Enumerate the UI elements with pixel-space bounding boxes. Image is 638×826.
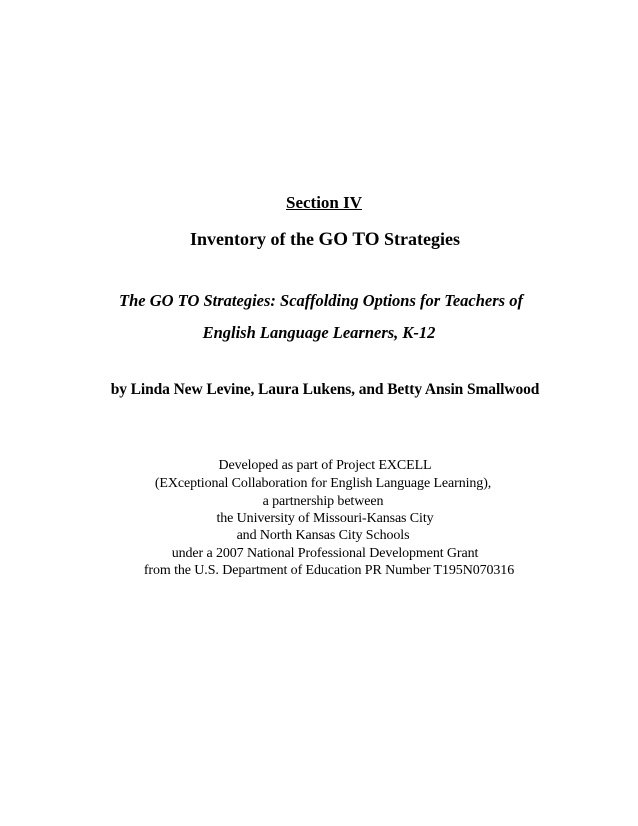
inventory-title-emphasis: GO TO xyxy=(318,229,380,250)
development-line: from the U.S. Department of Education PR Number T195N070316 xyxy=(143,563,515,578)
inventory-title xyxy=(6,229,638,251)
development-line: the University of Missouri-Kansas City xyxy=(216,511,434,526)
development-line: Developed as part of Project EXCELL xyxy=(218,458,432,473)
development-line: a partnership between xyxy=(262,494,384,509)
inventory-title-prefix: Inventory of the xyxy=(189,229,319,249)
development-line: under a 2007 National Professional Development Grant xyxy=(171,546,479,561)
inventory-title-suffix: Strategies xyxy=(379,229,461,249)
development-line: and North Kansas City Schools xyxy=(236,528,410,543)
book-title-line-1: The GO TO Strategies: Scaffolding Options for Teachers of xyxy=(119,291,523,310)
book-title-line-2: English Language Learners, K-12 xyxy=(202,323,436,342)
author-byline: by Linda New Levine, Laura Lukens, and Betty Ansin Smallwood xyxy=(110,381,540,398)
development-line: (EXceptional Collaboration for English Language Learning), xyxy=(154,476,492,491)
section-title: Section IV xyxy=(285,193,363,212)
